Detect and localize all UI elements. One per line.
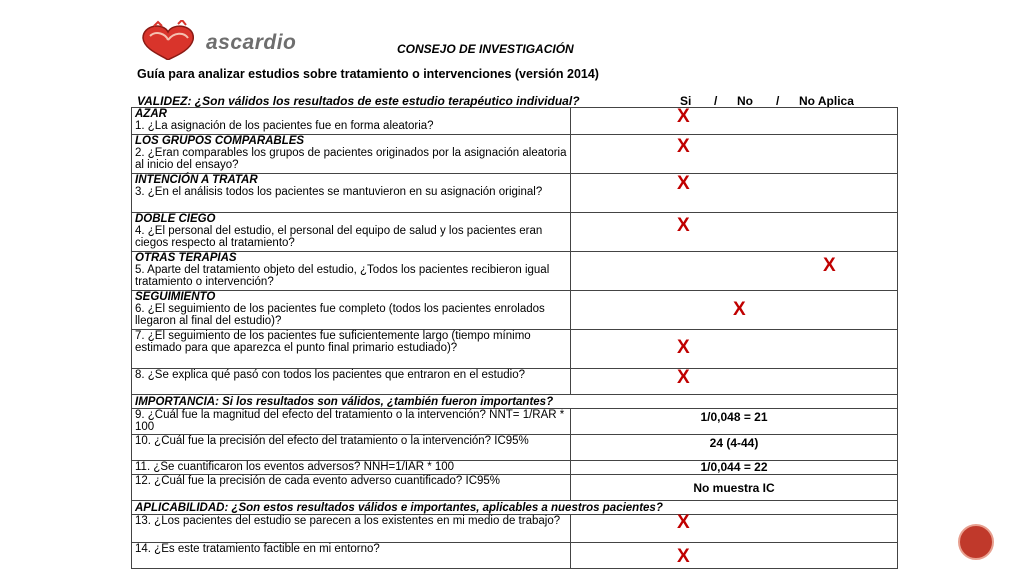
question-cell bbox=[132, 475, 571, 501]
evaluation-table bbox=[131, 107, 898, 569]
answer-mark: X bbox=[677, 512, 690, 533]
table-row bbox=[132, 409, 898, 435]
answer-value: 1/0,048 = 21 bbox=[700, 410, 768, 424]
answer-mark: X bbox=[677, 367, 690, 388]
answer-cell bbox=[571, 475, 898, 501]
validity-question: VALIDEZ: ¿Son válidos los resultados de este estudio terapéutico individual? bbox=[137, 94, 580, 108]
section-title: INTENCIÓN A TRATAR bbox=[135, 174, 258, 186]
question-text: 10. ¿Cuál fue la precisión del efecto del tratamiento o la intervención? IC95% bbox=[135, 435, 529, 447]
answer-mark: X bbox=[677, 215, 690, 236]
answer-cell bbox=[571, 135, 898, 174]
question-text: 2. ¿Eran comparables los grupos de pacientes originados por la asignación aleatoria al inicio del ensayo? bbox=[135, 147, 567, 171]
question-text: 13. ¿Los pacientes del estudio se parecen a los existentes en mi medio de trabajo? bbox=[135, 515, 561, 527]
section-title: OTRAS TERAPIAS bbox=[135, 252, 237, 264]
council-title: CONSEJO DE INVESTIGACIÓN bbox=[397, 42, 574, 56]
table-row bbox=[132, 135, 898, 174]
question-cell bbox=[132, 409, 571, 435]
table-row bbox=[132, 475, 898, 501]
answer-cell bbox=[571, 409, 898, 435]
table-row bbox=[132, 108, 898, 135]
question-cell bbox=[132, 291, 571, 330]
question-text: 14. ¿Es este tratamiento factible en mi entorno? bbox=[135, 543, 380, 555]
answer-value: 1/0,044 = 22 bbox=[700, 460, 768, 474]
answer-mark: X bbox=[677, 337, 690, 358]
section-title: LOS GRUPOS COMPARABLES bbox=[135, 135, 305, 147]
table-row bbox=[132, 330, 898, 369]
question-cell bbox=[132, 515, 571, 543]
table-row bbox=[132, 213, 898, 252]
table-row bbox=[132, 395, 898, 409]
importance-section-title: IMPORTANCIA: Si los resultados son válidos, ¿también fueron importantes? bbox=[132, 395, 898, 409]
question-text: 6. ¿El seguimiento de los pacientes fue completo (todos los pacientes enrolados llegaron al final del estudio)? bbox=[135, 303, 545, 327]
question-text: 1. ¿La asignación de los pacientes fue en forma aleatoria? bbox=[135, 120, 434, 132]
option-no-aplica: No Aplica bbox=[799, 94, 854, 108]
answer-mark: X bbox=[677, 546, 690, 567]
question-cell bbox=[132, 461, 571, 475]
answer-cell bbox=[571, 461, 898, 475]
section-title: SEGUIMIENTO bbox=[135, 291, 216, 303]
question-text: 12. ¿Cuál fue la precisión de cada evento adverso cuantificado? IC95% bbox=[135, 475, 501, 487]
question-cell bbox=[132, 543, 571, 569]
question-cell bbox=[132, 108, 571, 135]
answer-value: 24 (4-44) bbox=[709, 436, 759, 450]
answer-cell bbox=[571, 435, 898, 461]
question-text: 4. ¿El personal del estudio, el personal del equipo de salud y los pacientes eran ciegos respecto al tratamiento? bbox=[135, 225, 543, 249]
answer-cell bbox=[571, 291, 898, 330]
answer-cell bbox=[571, 174, 898, 213]
answer-mark: X bbox=[677, 173, 690, 194]
question-cell bbox=[132, 435, 571, 461]
table-row bbox=[132, 291, 898, 330]
table-row bbox=[132, 369, 898, 395]
table-row bbox=[132, 461, 898, 475]
answer-cell bbox=[571, 543, 898, 569]
question-cell bbox=[132, 330, 571, 369]
table-row bbox=[132, 501, 898, 515]
answer-cell bbox=[571, 512, 898, 543]
question-text: 7. ¿El seguimiento de los pacientes fue suficientemente largo (tiempo mínimo estimado para que aparezca el punto final primario estudiado)? bbox=[135, 330, 531, 354]
table-row bbox=[132, 515, 898, 543]
question-cell bbox=[132, 369, 571, 395]
question-text: 9. ¿Cuál fue la magnitud del efecto del tratamiento o la intervención? NNT= 1/RAR * 100 bbox=[135, 409, 565, 433]
answer-cell bbox=[571, 330, 898, 369]
question-text: 5. Aparte del tratamiento objeto del estudio, ¿Todos los pacientes recibieron igual tratamiento o intervención? bbox=[135, 264, 550, 288]
guide-subtitle: Guía para analizar estudios sobre tratamiento o intervenciones (versión 2014) bbox=[137, 67, 599, 81]
applicability-section-title: APLICABILIDAD: ¿Son estos resultados válidos e importantes, aplicables a nuestros pacientes? bbox=[132, 501, 898, 515]
section-title: DOBLE CIEGO bbox=[135, 213, 216, 225]
answer-mark: X bbox=[677, 136, 690, 157]
answer-mark: X bbox=[677, 106, 690, 127]
answer-mark: X bbox=[823, 255, 836, 276]
table-row bbox=[132, 174, 898, 213]
slide-decoration-circle bbox=[958, 524, 994, 560]
answer-mark: X bbox=[733, 299, 746, 320]
option-separator: / bbox=[714, 94, 718, 108]
question-text: 8. ¿Se explica qué pasó con todos los pacientes que entraron en el estudio? bbox=[135, 369, 525, 381]
table-row bbox=[132, 252, 898, 291]
table-row bbox=[132, 435, 898, 461]
answer-value: No muestra IC bbox=[693, 481, 775, 495]
question-text: 11. ¿Se cuantificaron los eventos adversos? NNH=1/IAR * 100 bbox=[135, 461, 455, 473]
answer-cell bbox=[571, 252, 898, 291]
question-cell bbox=[132, 135, 571, 174]
table-row bbox=[132, 543, 898, 569]
question-cell bbox=[132, 252, 571, 291]
answer-cell bbox=[571, 369, 898, 395]
answer-cell bbox=[571, 108, 898, 135]
option-separator: / bbox=[776, 94, 780, 108]
question-cell bbox=[132, 213, 571, 252]
option-no: No bbox=[737, 94, 753, 108]
section-title: AZAR bbox=[135, 108, 167, 120]
brand-name: ascardio bbox=[206, 31, 297, 54]
option-si: Si bbox=[680, 94, 692, 108]
question-text: 3. ¿En el análisis todos los pacientes se mantuvieron en su asignación original? bbox=[135, 186, 543, 198]
question-cell bbox=[132, 174, 571, 213]
answer-cell bbox=[571, 213, 898, 252]
